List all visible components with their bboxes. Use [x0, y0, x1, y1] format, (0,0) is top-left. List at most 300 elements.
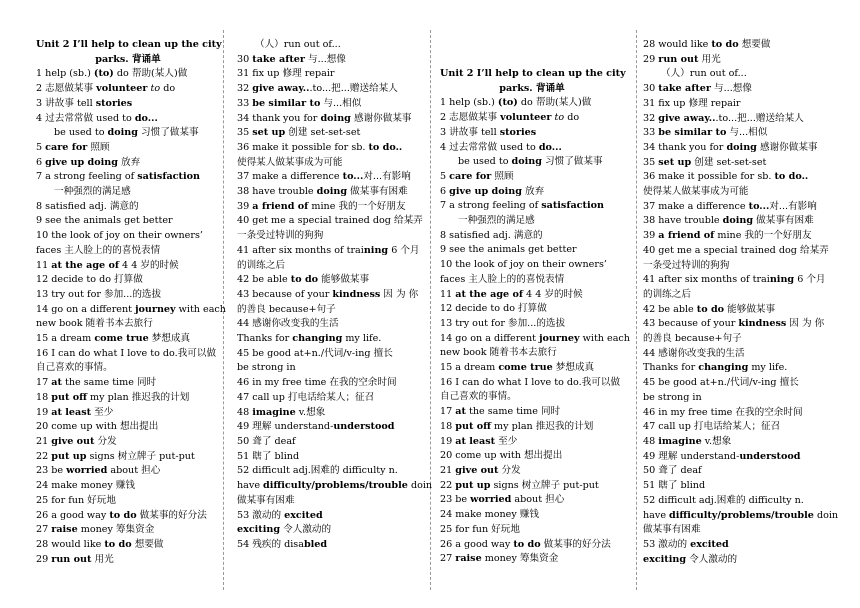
- vocab-text: 11: [36, 259, 52, 271]
- vocab-entry: [36, 214, 220, 229]
- vocab-text: Thanks for: [237, 333, 293, 345]
- vocab-entry: [643, 361, 833, 376]
- vocab-text: 做某事有困难: [347, 186, 408, 198]
- vocab-text: 53 激动的: [643, 538, 691, 550]
- vocab-entry: [36, 170, 220, 185]
- vocab-text: 与...想像: [304, 53, 346, 65]
- vocab-entry: [440, 493, 624, 508]
- vocab-text: 38 have trouble: [643, 215, 723, 227]
- vocab-list-4: [643, 38, 839, 567]
- vocab-list-1: [36, 67, 226, 567]
- vocab-text: about 担心: [511, 494, 565, 506]
- vocab-text: 照顾: [491, 170, 514, 182]
- vocab-entry: [440, 185, 624, 200]
- vocab-list-3: [440, 96, 630, 567]
- vocab-entry: [237, 450, 425, 465]
- vocab-text: 习惯了做某事: [137, 127, 199, 139]
- vocab-text: be similar to: [252, 97, 321, 109]
- vocab-text: 37 make a difference: [643, 200, 749, 212]
- vocab-text: 49 理解 understand-: [237, 421, 334, 433]
- vocab-entry: [237, 332, 425, 347]
- vocab-text: 5: [440, 170, 450, 182]
- vocab-entry: [36, 494, 220, 509]
- vocab-entry: [643, 317, 833, 332]
- vocab-text: be used to: [458, 156, 512, 168]
- vocab-text: at least: [51, 406, 92, 418]
- column-4: [643, 38, 839, 567]
- vocab-text: 32: [643, 112, 659, 124]
- vocab-text: at: [455, 406, 466, 418]
- vocab-text: 分发: [94, 435, 117, 447]
- vocab-entry: [643, 420, 833, 435]
- vocab-text: 50 聋了 deaf: [643, 465, 702, 477]
- vocab-text: 3 讲故事 tell: [440, 126, 500, 138]
- vocab-text: 17: [440, 406, 456, 418]
- vocab-entry: [440, 111, 624, 126]
- vocab-text: money 筹集资金: [77, 524, 155, 536]
- vocab-text: 14 go on a different: [36, 303, 136, 315]
- vocab-text: 25 for fun 好玩地: [440, 523, 520, 535]
- vocab-text: 39: [237, 200, 253, 212]
- vocab-text: 11: [440, 288, 456, 300]
- vocab-text: Thanks for: [643, 362, 699, 374]
- vocab-text: 5: [36, 141, 46, 153]
- vocab-text: 22: [440, 479, 456, 491]
- vocab-text: 9 see the animals get better: [36, 215, 173, 227]
- vocab-entry: [643, 406, 833, 421]
- vocab-entry: [36, 332, 220, 347]
- vocab-entry: [237, 391, 425, 406]
- vocab-entry: [237, 288, 425, 303]
- vocab-text: take after: [658, 83, 711, 95]
- vocab-entry: [643, 67, 833, 82]
- vocab-text: 因 为 你: [786, 318, 825, 330]
- vocab-entry: [440, 346, 624, 361]
- vocab-text: doing: [722, 215, 754, 227]
- vocab-entry: [36, 229, 220, 244]
- vocab-text: 31 fix up 修理 repair: [237, 68, 335, 80]
- vocab-text: 因 为 你: [380, 288, 419, 300]
- vocab-entry: [643, 229, 833, 244]
- vocab-text: 照顾: [87, 141, 110, 153]
- vocab-text: worried: [66, 465, 108, 477]
- vocab-text: excited: [284, 509, 323, 521]
- vocab-text: 13 try out for 参加...的选拔: [36, 288, 162, 300]
- vocab-text: to...: [748, 200, 770, 212]
- vocab-entry: [440, 96, 624, 111]
- vocab-text: be used to: [54, 127, 108, 139]
- vocab-text: come true: [498, 362, 553, 374]
- column-1: [36, 38, 226, 567]
- vocab-text: exciting: [237, 524, 281, 536]
- vocab-text: 放弃: [522, 185, 545, 197]
- vocab-text: set up: [252, 127, 286, 139]
- vocab-text: 10 the look of joy on their owners’: [36, 230, 203, 242]
- vocab-entry: [643, 479, 833, 494]
- vocab-entry: [36, 553, 220, 568]
- vocab-list-2: [237, 38, 433, 553]
- vocab-entry: [440, 155, 624, 170]
- vocab-entry: [440, 170, 624, 185]
- vocab-text: v.想象: [701, 435, 732, 447]
- vocab-text: 31 fix up 修理 repair: [643, 97, 741, 109]
- vocab-entry: [440, 552, 624, 567]
- vocab-entry: [36, 97, 220, 112]
- vocab-text: 2 志愿做某事: [36, 83, 97, 95]
- vocab-text: the same time 同时: [465, 406, 561, 418]
- vocab-text: at the age of: [51, 259, 119, 271]
- vocab-text: signs 树立牌子 put-put: [86, 450, 195, 462]
- vocab-text: 47 call up 打电话给某人；征召: [643, 421, 781, 433]
- vocab-text: 21: [440, 464, 456, 476]
- vocab-entry: [237, 141, 425, 156]
- vocab-text: 49 理解 understand-: [643, 450, 740, 462]
- vocab-entry: [440, 273, 624, 288]
- vocab-text: doing: [726, 141, 757, 153]
- vocab-text: 28 would like: [36, 538, 105, 550]
- vocab-entry: [643, 112, 833, 127]
- vocab-entry: [643, 273, 833, 288]
- vocab-entry: [643, 464, 833, 479]
- vocab-text: new book 随着书本去旅行: [36, 318, 153, 330]
- vocab-entry: [643, 332, 833, 347]
- vocab-entry: [440, 126, 624, 141]
- vocab-text: 4 过去常常做 used to: [36, 112, 135, 124]
- vocab-text: 50 聋了 deaf: [237, 435, 296, 447]
- vocab-text: 分发: [498, 464, 521, 476]
- vocab-text: do: [160, 83, 176, 95]
- vocab-entry: [440, 361, 624, 376]
- vocab-text: put up: [51, 450, 87, 462]
- vocab-text: 感谢你做某事: [756, 141, 818, 153]
- vocab-entry: [36, 479, 220, 494]
- vocab-text: 26 a good way: [36, 509, 110, 521]
- vocab-entry: [36, 112, 220, 127]
- vocab-text: 52 difficult adj.困难的 difficulty n.: [237, 465, 398, 477]
- vocab-entry: [440, 332, 630, 347]
- vocab-text: mine 我的一个好朋友: [714, 230, 812, 242]
- vocab-entry: [643, 170, 833, 185]
- vocab-text: 4 4 岁的时候: [523, 288, 583, 300]
- vocab-entry: [643, 141, 833, 156]
- vocab-entry: [643, 347, 833, 362]
- vocab-text: 16 I can do what I love to do.我可以做: [36, 347, 217, 359]
- vocab-entry: [237, 273, 425, 288]
- vocab-entry: [36, 200, 220, 215]
- vocab-entry: [440, 288, 624, 303]
- vocab-text: at the age of: [455, 288, 523, 300]
- vocab-text: 41 after six months of trai: [643, 274, 770, 286]
- vocab-text: 能够做某事: [724, 303, 776, 315]
- vocab-text: exciting: [643, 553, 687, 565]
- vocab-entry: [643, 53, 833, 68]
- vocab-text: 51 瞎了 blind: [237, 450, 300, 462]
- vocab-entry: [237, 317, 425, 332]
- vocab-text: 做某事的好分法: [136, 509, 207, 521]
- vocab-text: 一条受过特训的狗狗: [643, 259, 730, 271]
- vocab-text: 34 thank you for: [643, 141, 727, 153]
- vocab-text: 44 感谢你改变我的生活: [643, 347, 745, 359]
- vocab-entry: [237, 229, 425, 244]
- vocab-entry: [36, 67, 220, 82]
- vocab-text: journey: [135, 303, 176, 315]
- vocab-text: 46 in my free time 在我的空余时间: [237, 377, 397, 389]
- vocab-text: do 帮助(某人)做: [517, 97, 592, 109]
- vocab-text: volunteer: [500, 112, 552, 124]
- vocab-text: 2 志愿做某事: [440, 112, 501, 124]
- vocab-text: run out: [51, 553, 92, 565]
- vocab-text: 6 个月: [794, 274, 826, 286]
- vocab-text: 令人激动的: [280, 524, 332, 536]
- vocab-text: kindness: [332, 288, 381, 300]
- vocab-text: to do: [513, 538, 541, 550]
- vocab-text: kindness: [738, 318, 787, 330]
- vocab-entry: [237, 509, 425, 524]
- vocab-entry: [36, 259, 220, 274]
- vocab-text: have: [643, 509, 670, 521]
- vocab-entry: [440, 523, 624, 538]
- vocab-text: signs 树立牌子 put-put: [490, 479, 599, 491]
- vocab-text: set up: [658, 156, 692, 168]
- vocab-text: care for: [449, 170, 492, 182]
- vocab-entry: [440, 141, 624, 156]
- vocab-text: 45 be good at+n./代词/v-ing 擅长: [643, 377, 799, 389]
- vocab-entry: [36, 450, 220, 465]
- vocab-text: 25 for fun 好玩地: [36, 494, 116, 506]
- vocab-text: come true: [94, 333, 149, 345]
- vocab-text: doing: [320, 112, 351, 124]
- vocab-text: 52 difficult adj.困难的 difficulty n.: [643, 494, 804, 506]
- vocab-entry: [643, 553, 833, 568]
- vocab-text: understood: [333, 421, 395, 433]
- vocab-text: 对...有影响: [363, 171, 411, 183]
- vocab-text: 33: [643, 127, 659, 139]
- vocab-text: 36 make it possible for sb.: [237, 141, 369, 153]
- vocab-entry: [36, 361, 220, 376]
- vocab-text: 32: [237, 83, 253, 95]
- vocab-entry: [643, 288, 833, 303]
- vocab-text: ning: [769, 274, 795, 286]
- vocab-entry: [36, 82, 220, 97]
- vocab-text: 14 go on a different: [440, 332, 540, 344]
- vocab-entry: [36, 435, 220, 450]
- vocab-text: give up doing: [449, 185, 522, 197]
- vocab-text: put off: [455, 420, 491, 432]
- vocab-text: to do: [696, 303, 725, 315]
- vocab-text: to do..: [774, 171, 809, 183]
- vocab-text: new book 随着书本去旅行: [440, 347, 557, 359]
- vocab-text: 梦想成真: [552, 362, 595, 374]
- vocab-text: be strong in: [237, 362, 296, 374]
- fold-line-center: [430, 30, 431, 590]
- vocab-text: a friend of: [658, 230, 715, 242]
- vocab-text: do 帮助(某人)做: [113, 68, 188, 80]
- vocab-text: care for: [45, 141, 88, 153]
- vocab-text: 18: [36, 391, 52, 403]
- vocab-text: to do: [109, 509, 137, 521]
- vocab-entry: [237, 82, 425, 97]
- vocab-text: 8 satisfied adj. 满意的: [440, 229, 543, 241]
- vocab-text: to do: [104, 538, 132, 550]
- vocab-text: 做某事的好分法: [540, 538, 611, 550]
- vocab-entry: [36, 126, 220, 141]
- vocab-entry: [237, 38, 425, 53]
- vocab-entry: [237, 494, 425, 509]
- vocab-text: .to...把...赠送给某人: [309, 83, 398, 95]
- vocab-entry: [440, 538, 624, 553]
- vocab-text: 自己喜欢的事情。: [36, 362, 113, 374]
- vocab-text: 能够做某事: [318, 274, 370, 286]
- vocab-text: 自己喜欢的事情。: [440, 391, 517, 403]
- vocab-text: 41 after six months of trai: [237, 244, 364, 256]
- vocab-entry: [643, 259, 833, 274]
- vocab-text: the same time 同时: [61, 377, 157, 389]
- vocab-text: stories: [95, 97, 133, 109]
- vocab-entry: [440, 435, 624, 450]
- vocab-text: 与...相似: [320, 97, 362, 109]
- vocab-text: satisfaction: [137, 171, 200, 183]
- vocab-text: 4 过去常常做 used to: [440, 141, 539, 153]
- vocab-entry: [237, 406, 425, 421]
- fold-line-right: [636, 30, 637, 590]
- vocab-text: .to...把...赠送给某人: [715, 112, 804, 124]
- column-3: [440, 67, 630, 567]
- vocab-text: 13 try out for 参加...的选拔: [440, 317, 566, 329]
- page-title: [36, 38, 220, 67]
- vocab-entry: [440, 449, 624, 464]
- vocab-text: put up: [455, 479, 491, 491]
- vocab-text: 24 make money 赚钱: [440, 509, 540, 521]
- vocab-entry: [237, 420, 425, 435]
- vocab-text: with each: [175, 303, 226, 315]
- vocab-text: 想要做: [738, 39, 771, 50]
- vocab-text: 27: [36, 524, 52, 536]
- vocab-entry: [237, 200, 425, 215]
- vocab-entry: [440, 229, 624, 244]
- vocab-text: 与...相似: [726, 127, 768, 139]
- vocab-entry: [237, 523, 425, 538]
- vocab-text: my plan 推迟我的计划: [87, 391, 190, 403]
- vocab-entry: [36, 509, 220, 524]
- vocab-text: 42 be able: [643, 303, 697, 315]
- vocab-text: to do: [711, 39, 739, 50]
- vocab-entry: [237, 185, 425, 200]
- vocab-entry: [440, 479, 624, 494]
- vocab-text: about 担心: [107, 465, 161, 477]
- vocab-text: to...: [342, 171, 364, 183]
- vocab-entry: [643, 538, 833, 553]
- vocab-text: be similar to: [658, 127, 727, 139]
- vocab-entry: [36, 538, 220, 553]
- vocab-entry: [36, 347, 220, 362]
- vocab-text: 48: [643, 435, 659, 447]
- vocab-text: give up doing: [45, 156, 118, 168]
- vocab-text: 16 I can do what I love to do.我可以做: [440, 376, 621, 388]
- vocab-text: 对...有影响: [769, 200, 817, 212]
- vocab-text: 6 个月: [388, 244, 420, 256]
- vocab-entry: [643, 244, 833, 259]
- vocab-text: doing: [316, 186, 348, 198]
- vocab-text: 19: [36, 406, 52, 418]
- vocab-entry: [237, 361, 425, 376]
- vocab-text: 43 because of your: [237, 288, 333, 300]
- vocab-entry: [36, 244, 220, 259]
- vocab-text: journey: [539, 332, 580, 344]
- vocab-text: 40 get me a special trained dog 给某弄: [237, 215, 423, 227]
- vocab-text: run out: [658, 53, 699, 65]
- vocab-entry: [643, 494, 833, 509]
- vocab-text: 的善良 because+句子: [643, 333, 742, 345]
- vocab-text: volunteer: [96, 83, 148, 95]
- vocab-text: to: [150, 83, 161, 95]
- vocab-text: at least: [455, 435, 496, 447]
- vocab-text: with each: [579, 332, 630, 344]
- title-line-2-copy: parks. 背诵单: [499, 82, 565, 94]
- vocab-entry: [36, 376, 220, 391]
- vocab-entry: [643, 523, 833, 538]
- vocab-text: 15 a dream: [440, 362, 499, 374]
- vocab-text: be strong in: [643, 391, 702, 403]
- vocab-entry: [643, 376, 833, 391]
- vocab-entry: [36, 288, 220, 303]
- vocab-text: doing: [511, 156, 542, 168]
- vocab-text: 20 come up with 想出提出: [440, 450, 563, 462]
- vocab-entry: [643, 97, 833, 112]
- vocab-entry: [237, 244, 425, 259]
- vocab-text: raise: [455, 553, 482, 565]
- vocab-text: 36 make it possible for sb.: [643, 171, 775, 183]
- vocab-text: take after: [252, 53, 305, 65]
- vocab-text: 28 would like: [643, 39, 712, 50]
- vocab-text: difficulty/problems/trouble: [669, 509, 814, 521]
- vocab-text: 做某事有困难: [237, 494, 295, 506]
- vocab-text: doin: [813, 509, 839, 521]
- vocab-entry: [237, 67, 425, 82]
- vocab-text: 47 call up 打电话给某人；征召: [237, 391, 375, 403]
- vocab-text: 43 because of your: [643, 318, 739, 330]
- vocab-text: my life.: [342, 333, 382, 345]
- vocab-text: give away..: [252, 83, 310, 95]
- vocab-text: doin: [407, 480, 433, 492]
- vocab-text: 42 be able: [237, 274, 291, 286]
- vocab-entry: [237, 376, 425, 391]
- vocab-text: 30: [643, 83, 659, 95]
- vocab-text: imagine: [658, 435, 702, 447]
- vocab-entry: [237, 464, 425, 479]
- vocab-entry: [36, 523, 220, 538]
- vocab-text: raise: [51, 524, 78, 536]
- vocab-text: 感谢你做某事: [350, 112, 412, 124]
- vocab-text: 的训练之后: [237, 259, 285, 271]
- vocab-text: give out: [51, 435, 95, 447]
- vocab-text: (to): [497, 97, 518, 109]
- vocab-text: 的训练之后: [643, 288, 691, 300]
- vocab-text: 18: [440, 420, 456, 432]
- vocab-text: 40 get me a special trained dog 给某弄: [643, 244, 829, 256]
- vocab-entry: [440, 390, 624, 405]
- vocab-text: imagine: [252, 406, 296, 418]
- vocab-text: understood: [739, 450, 801, 462]
- column-2: [237, 38, 433, 553]
- vocab-entry: [36, 185, 220, 200]
- vocab-entry: [237, 97, 425, 112]
- vocab-text: 15 a dream: [36, 333, 95, 345]
- vocab-text: difficulty/problems/trouble: [263, 480, 408, 492]
- vocab-text: do...: [538, 141, 562, 153]
- vocab-text: to do: [290, 274, 319, 286]
- vocab-text: 48: [237, 406, 253, 418]
- vocab-text: 30: [237, 53, 253, 65]
